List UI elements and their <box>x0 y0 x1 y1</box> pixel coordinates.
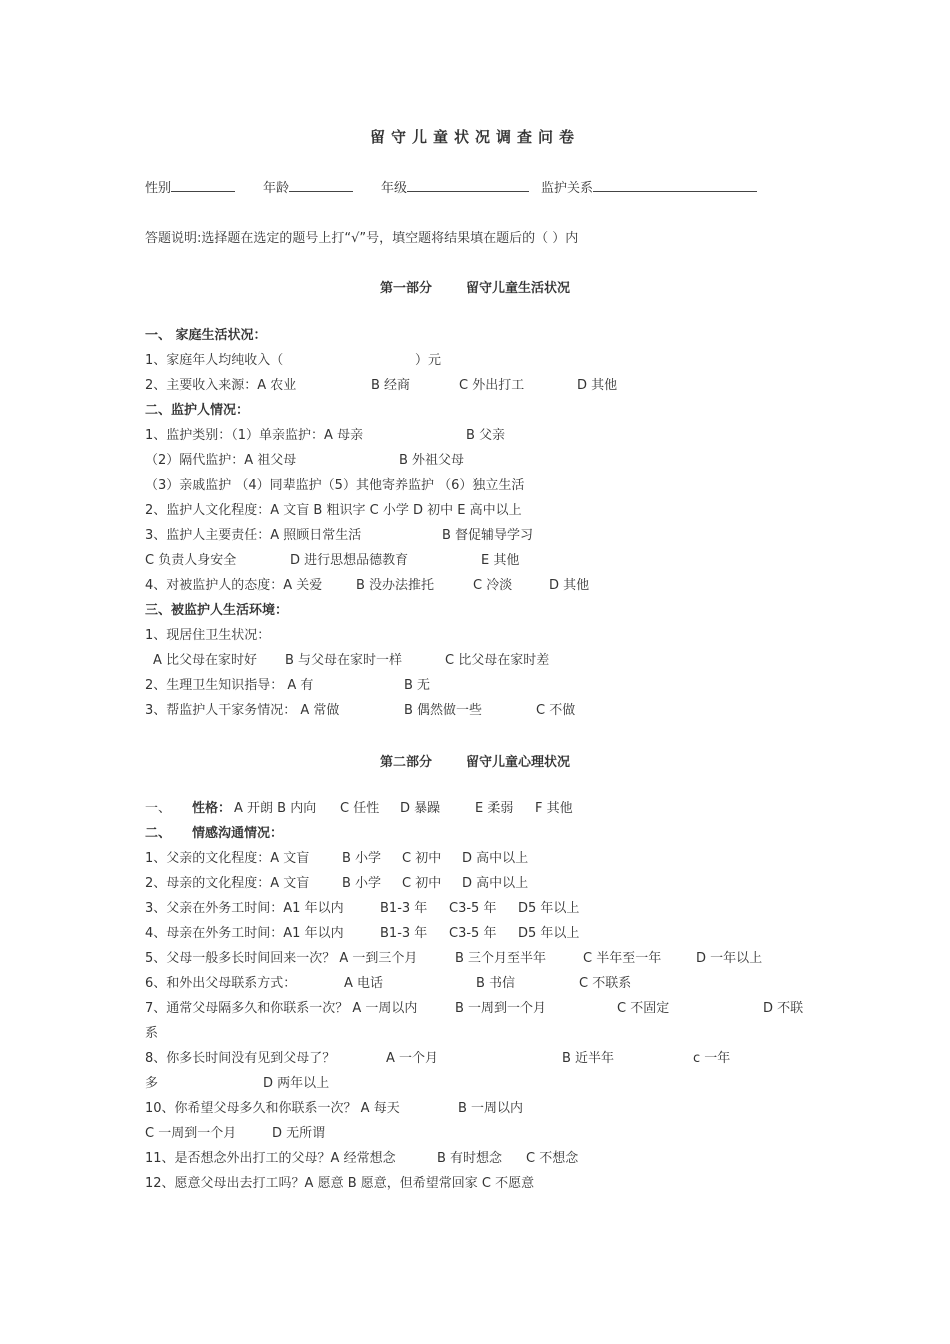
question-text: C 任性 <box>340 801 380 816</box>
question-line <box>145 1146 825 1171</box>
question-text: 2、主要收入来源：A 农业 <box>145 378 297 393</box>
question-line <box>145 498 825 523</box>
question-text: C 初中 <box>402 876 442 891</box>
question-text: 1、现居住卫生状况： <box>145 628 271 643</box>
question-text: C3-5 年 <box>449 926 497 941</box>
question-text: B 经商 <box>371 378 411 393</box>
question-text: D 不联 <box>763 1001 804 1016</box>
question-text: B1-3 年 <box>380 901 428 916</box>
question-text: 二、监护人情况： <box>145 403 250 418</box>
question-text: C 不想念 <box>526 1151 579 1166</box>
question-text: C 冷淡 <box>473 578 513 593</box>
question-text: B 小学 <box>342 876 382 891</box>
question-line <box>145 1071 825 1096</box>
question-line <box>145 623 825 648</box>
question-line <box>145 946 825 971</box>
question-line <box>145 548 825 573</box>
question-text: ）元 <box>415 353 442 368</box>
question-text: 8、你多长时间没有见到父母了？ <box>145 1051 336 1066</box>
question-text: 3、帮监护人干家务情况： A 常做 <box>145 703 340 718</box>
question-text: 二、 <box>145 826 172 841</box>
guardian-field[interactable] <box>593 179 757 192</box>
question-text: D 一年以上 <box>696 951 763 966</box>
question-text: 一、 家庭生活状况： <box>145 328 267 343</box>
question-text: 1、监护类别：（1）单亲监护：A 母亲 <box>145 428 364 443</box>
question-line <box>145 971 825 996</box>
respondent-info-row <box>145 177 757 196</box>
question-text: 性格： <box>192 801 232 816</box>
question-text: B 无 <box>404 678 431 693</box>
gender-field[interactable] <box>171 179 235 192</box>
question-text: B 父亲 <box>466 428 506 443</box>
question-text: 系 <box>145 1026 159 1041</box>
question-text: 4、母亲在外务工时间：A1 年以内 <box>145 926 344 941</box>
question-text: B 近半年 <box>562 1051 615 1066</box>
question-line <box>145 373 825 398</box>
question-text: A 电话 <box>344 976 384 991</box>
question-text: 10、你希望父母多久和你联系一次？ A 每天 <box>145 1101 400 1116</box>
age-field[interactable] <box>289 179 353 192</box>
grade-label: 年级 <box>381 181 408 196</box>
question-text: B 外祖父母 <box>399 453 465 468</box>
question-text: 4、对被监护人的态度：A 关爱 <box>145 578 323 593</box>
question-text: B 书信 <box>476 976 516 991</box>
question-line <box>145 921 825 946</box>
question-text: B 小学 <box>342 851 382 866</box>
question-text: D5 年以上 <box>518 901 580 916</box>
question-text: 11、是否想念外出打工的父母？A 经常想念 <box>145 1151 396 1166</box>
question-line <box>145 648 825 673</box>
question-text: C 半年至一年 <box>583 951 662 966</box>
question-text: 12、愿意父母出去打工吗？A 愿意 B 愿意，但希望常回家 C 不愿意 <box>145 1176 535 1191</box>
question-text: C 比父母在家时差 <box>445 653 550 668</box>
page-title: 留守儿童状况调查问卷 <box>369 128 580 146</box>
question-text: 6、和外出父母联系方式： <box>145 976 297 991</box>
question-text: C 初中 <box>402 851 442 866</box>
question-text: C 外出打工 <box>459 378 525 393</box>
question-line <box>145 523 825 548</box>
question-line <box>145 473 825 498</box>
question-text: C 负责人身安全 <box>145 553 237 568</box>
question-text: A 比父母在家时好 <box>153 653 258 668</box>
question-text: D 其他 <box>577 378 618 393</box>
question-text: D 无所谓 <box>272 1126 326 1141</box>
question-text: B 有时想念 <box>437 1151 503 1166</box>
question-text: E 其他 <box>481 553 520 568</box>
grade-field[interactable] <box>407 179 529 192</box>
question-text: 多 <box>145 1076 159 1091</box>
question-text: B 一周到一个月 <box>455 1001 547 1016</box>
question-text: A 一个月 <box>386 1051 439 1066</box>
part2-name: 留守儿童心理状况 <box>466 755 571 770</box>
question-line <box>145 573 825 598</box>
question-text: （2）隔代监护：A 祖父母 <box>145 453 297 468</box>
question-text: 3、监护人主要责任：A 照顾日常生活 <box>145 528 362 543</box>
gender-label: 性别 <box>145 181 172 196</box>
question-text: C 不固定 <box>617 1001 670 1016</box>
question-text: 5、父母一般多长时间回来一次？ A 一到三个月 <box>145 951 418 966</box>
part2-questions <box>145 796 825 1196</box>
question-text: B 督促辅导学习 <box>442 528 534 543</box>
question-text: 3、父亲在外务工时间：A1 年以内 <box>145 901 344 916</box>
question-text: C 一周到一个月 <box>145 1126 237 1141</box>
guardian-label: 监护关系 <box>541 181 594 196</box>
question-text: A 开朗 B 内向 <box>234 801 317 816</box>
question-line <box>145 423 825 448</box>
instructions: 答题说明:选择题在选定的题号上打“√”号，填空题将结果填在题后的（ ）内 <box>145 231 579 246</box>
question-text: 2、生理卫生知识指导： A 有 <box>145 678 314 693</box>
question-line <box>145 598 825 623</box>
question-line <box>145 871 825 896</box>
question-line <box>145 996 825 1021</box>
question-text: E 柔弱 <box>475 801 514 816</box>
question-text: F 其他 <box>535 801 573 816</box>
question-text: B 一周以内 <box>458 1101 524 1116</box>
question-line <box>145 846 825 871</box>
question-text: （3）亲戚监护 （4）同辈监护（5）其他寄养监护 （6）独立生活 <box>145 478 525 493</box>
question-line <box>145 398 825 423</box>
question-line <box>145 1121 825 1146</box>
question-text: D 进行思想品德教育 <box>290 553 409 568</box>
question-line <box>145 1021 825 1046</box>
question-text: 2、监护人文化程度：A 文盲 B 粗识字 C 小学 D 初中 E 高中以上 <box>145 503 522 518</box>
question-text: D 其他 <box>549 578 590 593</box>
question-text: D5 年以上 <box>518 926 580 941</box>
question-line <box>145 1171 825 1196</box>
part1-heading <box>145 277 805 296</box>
question-text: 7、通常父母隔多久和你联系一次？ A 一周以内 <box>145 1001 418 1016</box>
question-line <box>145 821 825 846</box>
age-label: 年龄 <box>263 181 290 196</box>
question-line <box>145 698 825 723</box>
question-line <box>145 673 825 698</box>
question-text: B 没办法推托 <box>356 578 435 593</box>
question-text: 1、父亲的文化程度：A 文盲 <box>145 851 310 866</box>
part2-label: 第二部分 <box>379 755 432 770</box>
question-line <box>145 348 825 373</box>
question-line <box>145 1096 825 1121</box>
question-text: B 三个月至半年 <box>455 951 547 966</box>
question-text: C3-5 年 <box>449 901 497 916</box>
part1-name: 留守儿童生活状况 <box>466 281 571 296</box>
question-text: D 高中以上 <box>462 876 529 891</box>
question-text: C 不做 <box>536 703 576 718</box>
part2-heading <box>145 751 805 770</box>
question-text: D 高中以上 <box>462 851 529 866</box>
part1-label: 第一部分 <box>379 281 432 296</box>
question-text: 三、被监护人生活环境： <box>145 603 289 618</box>
question-text: 一、 <box>145 801 172 816</box>
question-text: C 不联系 <box>579 976 632 991</box>
question-text: 1、家庭年人均纯收入（ <box>145 353 284 368</box>
question-text: D 暴躁 <box>400 801 441 816</box>
question-line <box>145 1046 825 1071</box>
question-text: B 偶然做一些 <box>404 703 483 718</box>
question-line <box>145 448 825 473</box>
question-text: B 与父母在家时一样 <box>285 653 403 668</box>
question-line <box>145 323 825 348</box>
question-text: 2、母亲的文化程度：A 文盲 <box>145 876 310 891</box>
question-text: 情感沟通情况： <box>192 826 284 841</box>
question-line <box>145 896 825 921</box>
question-line <box>145 796 825 821</box>
part1-questions <box>145 323 825 723</box>
question-text: c 一年 <box>693 1051 731 1066</box>
question-text: D 两年以上 <box>263 1076 330 1091</box>
question-text: B1-3 年 <box>380 926 428 941</box>
